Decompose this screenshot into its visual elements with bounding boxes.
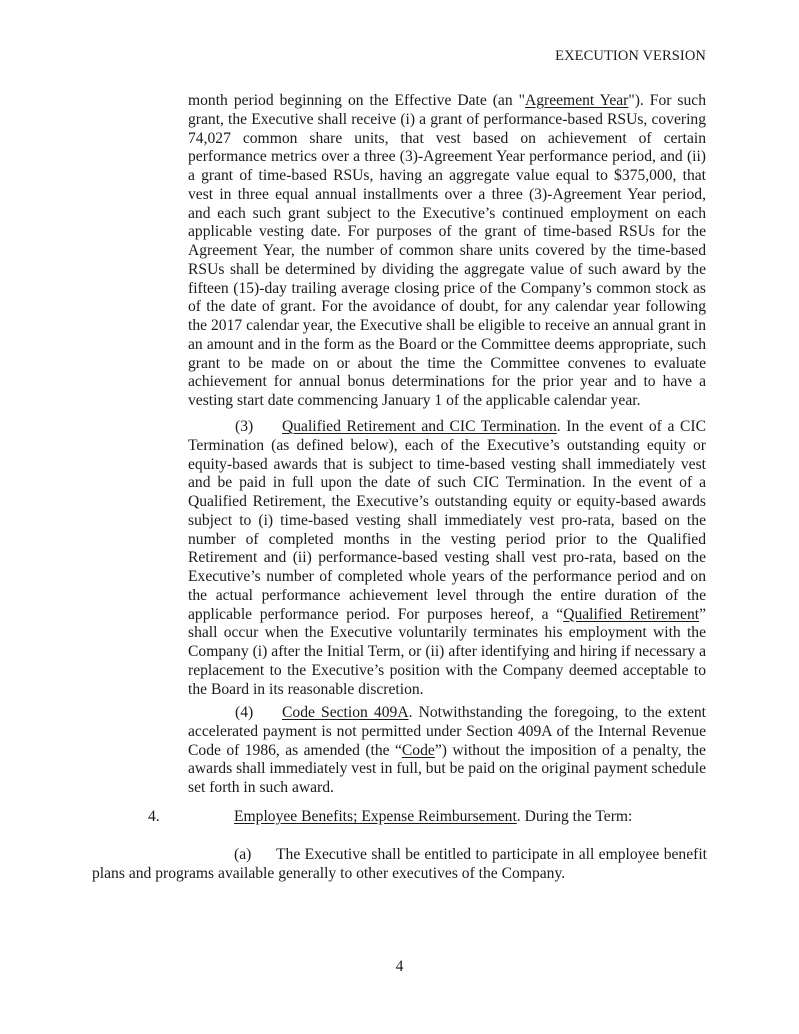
item-heading-code-section-409a: Code Section 409A bbox=[282, 704, 409, 721]
defined-term-agreement-year: Agreement Year bbox=[524, 92, 629, 109]
paragraph-text: month period beginning on the Effective Date (an " bbox=[188, 92, 525, 109]
page-number: 4 bbox=[395, 958, 404, 975]
paragraph-text: "). For such grant, the Executive shall receive (i) a grant of performance-based RSUs, covering 74,027 common share units, that vest based on achievement of certain performance metrics over a three (3)-Agreement Year performance period, and (ii) a grant of time-based RSUs, having an aggregate value equal to $375,000, that vest in three equal annual installments over a three (3)-Agreement Year period, and each such grant subject to the Executive’s continued employment on each applicable vesting date. For purposes of the grant of time-based RSUs for the Agreement Year, the number of common share units covered by the time-based RSUs shall be determined by dividing the aggregate value of such award by the fifteen (15)-day trailing average closing price of the Company’s common stock as of the date of grant. For the avoidance of doubt, for any calendar year following the 2017 calendar year, the Executive shall be eligible to receive an annual grant in an amount and in the form as the Board or the Committee deems appropriate, such grant to be made on or about the time the Committee convenes to evaluate achievement for annual bonus determinations for the prior year and to have a vesting start date commencing January 1 of the applicable calendar year. bbox=[188, 92, 707, 409]
paragraph-item-3 bbox=[188, 418, 706, 699]
paragraph-agreement-year-continuation bbox=[188, 92, 706, 411]
document-header-label: EXECUTION VERSION bbox=[555, 48, 706, 64]
section-number: 4. bbox=[148, 808, 160, 825]
item-heading-qualified-retirement: Qualified Retirement and CIC Termination bbox=[282, 418, 557, 435]
paragraph-item-4 bbox=[188, 704, 706, 798]
paragraph-text: . Notwithstanding the foregoing, to the extent accelerated payment is not permitted under Section 409A of the Internal Revenue Code of 1986, as amended (the “ bbox=[188, 704, 706, 759]
defined-term-code: Code bbox=[401, 741, 435, 759]
section-heading-employee-benefits: Employee Benefits; Expense Reimbursement bbox=[234, 808, 517, 825]
paragraph-text: ”) without the imposition of a penalty, the awards shall immediately vest in full, but be paid on the original payment schedule set forth in such award. bbox=[188, 741, 706, 796]
section-4-heading bbox=[148, 808, 708, 827]
paragraph-text: . In the event of a CIC Termination (as defined below), each of the Executive’s outstanding equity or equity-based awards that is subject to time-based vesting shall immediately vest and be paid in full upon the date of such CIC Termination. In the event of a Qualified Retirement, the Executive’s outstanding equity or equity-based awards subject to (i) time-based vesting shall immediately vest pro-rata, based on the number of completed months in the vesting period prior to the Qualified Retirement and (ii) performance-based vesting shall vest pro-rata, based on the Executive’s number of completed whole years of the performance period and on the actual performance achievement level through the entire duration of the applicable performance period. For purposes hereof, a “ bbox=[188, 418, 706, 623]
section-heading-text: . During the Term: bbox=[516, 808, 633, 825]
subsection-label: (a) bbox=[234, 846, 252, 863]
subsection-a bbox=[92, 846, 707, 884]
defined-term-qualified-retirement: Qualified Retirement bbox=[563, 605, 700, 623]
item-number: (4) bbox=[235, 704, 254, 721]
subsection-text: The Executive shall be entitled to participate in all employee benefit plans and programs available generally to other executives of the Company. bbox=[92, 846, 707, 882]
item-number: (3) bbox=[235, 418, 254, 435]
paragraph-text: ” shall occur when the Executive voluntarily terminates his employment with the Company (i) after the Initial Term, or (ii) after identifying and hiring if necessary a replacement to the Executive’s position with the Company deemed acceptable to the Board in its reasonable discretion. bbox=[188, 605, 706, 698]
